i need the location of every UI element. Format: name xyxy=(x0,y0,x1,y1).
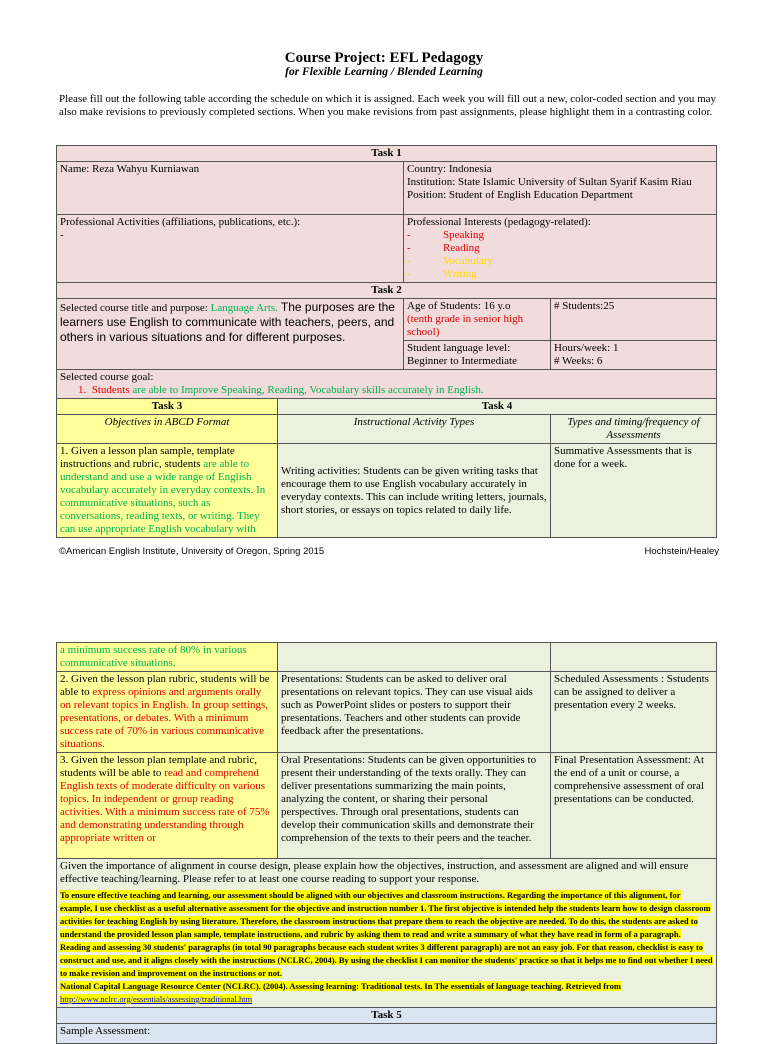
name-cell: Name: Reza Wahyu Kurniawan xyxy=(57,162,404,215)
objective-3-text: read and comprehend English texts of moderate difficulty on various topics. In independent or group reading activities. With a minimum success rate of 75% and demonstrating understanding through appropriate written or xyxy=(60,767,270,844)
professional-interests-label: Professional Interests (pedagogy-related): xyxy=(407,216,591,228)
assessments-column-header: Types and timing/frequency of Assessments xyxy=(551,415,717,444)
activity-2: Presentations: Students can be asked to deliver oral presentations on relevant topics. They can use visual aids such as PowerPoint slides or posters to support their presentations. Teachers and other students can provide feedback after the presentations. xyxy=(278,672,551,753)
alignment-answer-block xyxy=(60,889,713,1006)
course-goal-cell xyxy=(57,370,717,399)
objective-2 xyxy=(57,672,278,753)
task1-header: Task 1 xyxy=(57,146,717,162)
task5-header: Task 5 xyxy=(57,1008,717,1024)
professional-interests-cell xyxy=(404,215,717,283)
assessment-3: Final Presentation Assessment: At the end of a unit or course, a comprehensive assessment of oral presentations can be conducted. xyxy=(551,753,717,859)
activity-3: Oral Presentations: Students can be given opportunities to present their understanding of the texts orally. They can deliver presentations summarizing the main points, analyzing the content, or sharing their personal perspectives. Through oral presentations, students can develop their communication skills and demonstrate their comprehension of the texts to their peers and the teacher. xyxy=(278,753,551,859)
activity-1: Writing activities: Students can be given writing tasks that encourage them to use English vocabulary accurately in everyday contexts. This can include writing letters, journals, short stories, or essays on topics related to daily life. xyxy=(278,444,551,538)
reference-text: National Capital Language Resource Center (NCLRC). (2004). Assessing learning: Traditional tests. In The essentials of language teaching. Retrieved from xyxy=(60,981,621,991)
objective-3-intro: 3. Given the lesson plan template and rubric, students will be able to xyxy=(60,754,258,779)
document-title: Course Project: EFL Pedagogy xyxy=(284,50,484,66)
age-of-students: Age of Students: 16 y.o xyxy=(407,300,511,312)
course-table-page1 xyxy=(56,145,717,538)
sample-assessment-label: Sample Assessment: xyxy=(57,1024,717,1044)
course-table-page2 xyxy=(56,642,717,1044)
alignment-question: Given the importance of alignment in course design, please explain how the objectives, instruction, and assessment are aligned and will ensure effective teaching/learning. Please refer to at least one course reading to support your response. xyxy=(60,860,689,885)
list-item: - Reading xyxy=(407,242,713,255)
objective-2-text: express opinions and arguments orally on relevant topics in English. In group settings, presentations, or debates. With a minimum success rate of 70% in various communicative situations. xyxy=(60,686,269,750)
reference xyxy=(60,981,621,1004)
interests-list xyxy=(407,229,713,281)
objective-1-intro: 1. Given a lesson plan sample, template instructions and rubric, students xyxy=(60,445,235,470)
alignment-answer: To ensure effective teaching and learning, our assessment should be aligned with our objectives and classroom instructions. Regarding the importance of this alignment, for example, I use checklist as a useful alternative assessment for the objective and instruction number 1. The first objective is intended help the students learn how to design classroom activities for teaching English by using literature. Therefore, the classroom instructions that prepare them to reach the objective are needed. To do this, the students are asked to understand the provided lesson plan sample, template instructions, and rubric by asking them to read and write a summary of what they have read in form of a paragraph. Reading and assessing 30 students' paragraphs (in total 90 paragraphs because each student writes 3 different paragraph) are not an easy job. For that reason, checklist is easy to construct and use, and it aligns closely with the instructions (NCLRC, 2004). By using the checklist I can monitor the students' practice so that it helps me to find out whether I need to make revision and improvement on the instructions or not. xyxy=(60,890,713,978)
assessment-1: Summative Assessments that is done for a week. xyxy=(551,444,717,538)
age-cell xyxy=(404,299,551,341)
task2-header: Task 2 xyxy=(57,283,717,299)
page-footer xyxy=(59,546,719,557)
course-purpose: The purposes are the learners use English to communicate with teachers, peers, and others in various situations and for different purposes. xyxy=(60,300,395,344)
goal-students: Students xyxy=(91,384,130,396)
objectives-column-header: Objectives in ABCD Format xyxy=(57,415,278,444)
language-level-label: Student language level: xyxy=(407,342,511,354)
objective-2-intro: 2. Given the lesson plan rubric, students will be able to xyxy=(60,673,270,698)
num-students: # Students:25 xyxy=(551,299,717,341)
institution: Institution: State Islamic University of Sultan Syarif Kasim Riau xyxy=(407,176,692,188)
list-item: - Vocabulary xyxy=(407,255,713,268)
position: Position: Student of English Education Department xyxy=(407,189,633,201)
document-subtitle: for Flexible Learning / Blended Learning xyxy=(285,66,483,78)
objective-3 xyxy=(57,753,278,859)
course-title: Language Arts. xyxy=(210,302,278,314)
language-level-cell xyxy=(404,341,551,370)
objective-1-continued: a minimum success rate of 80% in various communicative situations. xyxy=(57,643,278,672)
activities-column-header: Instructional Activity Types xyxy=(278,415,551,444)
country: Country: Indonesia xyxy=(407,163,492,175)
objective-1 xyxy=(57,444,278,538)
professional-activities-label: Professional Activities (affiliations, publications, etc.): xyxy=(60,216,301,228)
objective-1-text: are able to understand and use a wide range of English vocabulary accurately in everyday contexts. In communicative situations, such as conversations, reading texts, or writing. They can use appropriate English vocabulary with xyxy=(60,458,266,535)
assessment-1-continued xyxy=(551,643,717,672)
alignment-cell xyxy=(57,859,717,1008)
footer-copyright: ©American English Institute, University of Oregon, Spring 2015 xyxy=(59,546,325,557)
hours-per-week: Hours/week: 1 xyxy=(554,342,619,354)
intro-paragraph: Please fill out the following table according the schedule on which it is assigned. Each week you will fill out a new, color-coded section and you may also make revisions to previously completed sections. When you make revisions from past assignments, please highlight them in a contrasting color. xyxy=(59,93,717,118)
list-item: - Writing xyxy=(407,268,713,281)
reference-link[interactable]: http://www.nclrc.org/essentials/assessing/traditional.htm xyxy=(60,994,253,1004)
course-goal-label: Selected course goal: xyxy=(60,371,154,383)
course-purpose-cell xyxy=(57,299,404,370)
goal-text: are able to Improve Speaking, Reading, Vocabulary skills accurately in English. xyxy=(129,384,484,396)
age-note: (tenth grade in senior high school) xyxy=(407,313,524,338)
country-cell xyxy=(404,162,717,215)
list-item: - Speaking xyxy=(407,229,713,242)
task3-header: Task 3 xyxy=(57,399,278,415)
course-prefix: Selected course title and purpose: xyxy=(60,302,211,314)
num-weeks: # Weeks: 6 xyxy=(554,355,603,367)
professional-activities-value: - xyxy=(60,229,64,241)
course-goal xyxy=(60,384,713,397)
language-level-value: Beginner to Intermediate xyxy=(407,355,517,367)
task4-header: Task 4 xyxy=(278,399,717,415)
footer-authors: Hochstein/Healey xyxy=(644,546,719,557)
goal-number: 1. xyxy=(78,384,87,396)
hours-weeks-cell xyxy=(551,341,717,370)
activity-1-continued xyxy=(278,643,551,672)
assessment-2: Scheduled Assessments : Sstudents can be assigned to deliver a presentation every 2 weeks. xyxy=(551,672,717,753)
professional-activities-cell xyxy=(57,215,404,283)
